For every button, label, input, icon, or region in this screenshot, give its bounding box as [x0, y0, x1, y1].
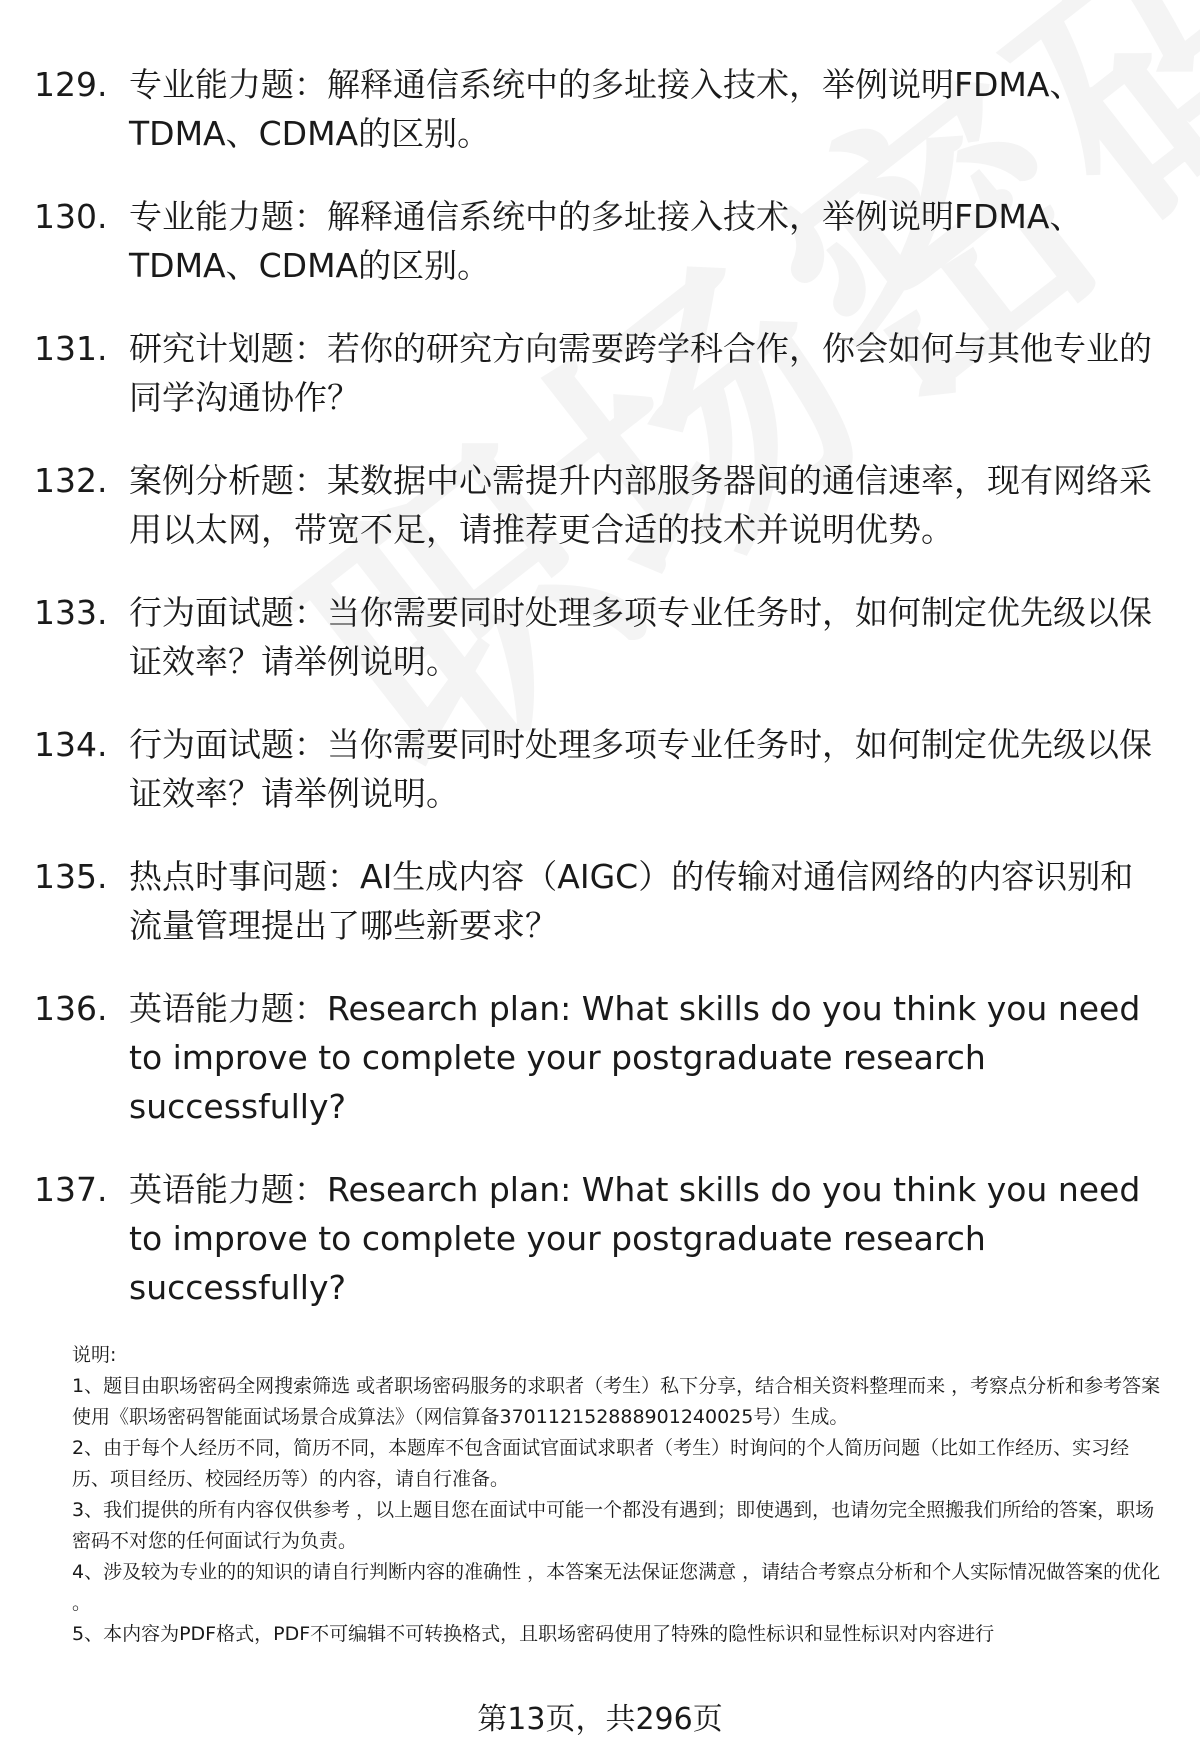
question-item — [34, 1165, 1164, 1312]
question-number: 132. — [34, 461, 108, 500]
question-text: 案例分析题：某数据中心需提升内部服务器间的通信速率，现有网络采用以太网，带宽不足，请推荐更合适的技术并说明优势。 — [129, 461, 1152, 549]
question-number: 137. — [34, 1170, 108, 1209]
question-number: 133. — [34, 593, 108, 632]
question-item — [34, 324, 1164, 422]
question-item — [34, 588, 1164, 686]
question-number: 130. — [34, 197, 108, 236]
note-item: 1、题目由职场密码全网搜索筛选 或者职场密码服务的求职者（考生）私下分享，结合相关资料整理而来 ，考察点分析和参考答案使用《职场密码智能面试场景合成算法》（网信算备370112152888901240025号）生成。 — [72, 1375, 1161, 1428]
question-text: 专业能力题：解释通信系统中的多址接入技术，举例说明FDMA、TDMA、CDMA的区别。 — [129, 197, 1083, 285]
question-text: 研究计划题：若你的研究方向需要跨学科合作，你会如何与其他专业的同学沟通协作？ — [129, 329, 1152, 417]
question-text: 英语能力题：Research plan: What skills do you think you need to improve to complete your postgraduate research successfully? — [129, 1170, 1141, 1307]
notes-section — [72, 1340, 1162, 1650]
note-item: 5、本内容为PDF格式，PDF不可编辑不可转换格式，且职场密码使用了特殊的隐性标识和显性标识对内容进行 — [72, 1623, 995, 1645]
question-item — [34, 720, 1164, 818]
note-item: 4、涉及较为专业的的知识的请自行判断内容的准确性 ，本答案无法保证您满意 ，请结合考察点分析和个人实际情况做答案的优化 。 — [72, 1561, 1161, 1614]
question-item — [34, 852, 1164, 950]
question-item — [34, 60, 1164, 158]
note-item: 2、由于每个人经历不同，简历不同，本题库不包含面试官面试求职者（考生）时询问的个人简历问题（比如工作经历、实习经历、项目经历、校园经历等）的内容，请自行准备。 — [72, 1437, 1130, 1490]
question-text: 英语能力题：Research plan: What skills do you think you need to improve to complete your postgraduate research successfully? — [129, 989, 1141, 1126]
question-item — [34, 984, 1164, 1131]
note-item: 3、我们提供的所有内容仅供参考 ，以上题目您在面试中可能一个都没有遇到；即使遇到，也请勿完全照搬我们所给的答案，职场密码不对您的任何面试行为负责。 — [72, 1499, 1155, 1552]
question-number: 136. — [34, 989, 108, 1028]
question-text: 热点时事问题：AI生成内容（AIGC）的传输对通信网络的内容识别和流量管理提出了哪些新要求？ — [129, 857, 1134, 945]
question-item — [34, 192, 1164, 290]
page-number: 第13页，共296页 — [477, 1702, 723, 1737]
question-number: 134. — [34, 725, 108, 764]
question-text: 专业能力题：解释通信系统中的多址接入技术，举例说明FDMA、TDMA、CDMA的区别。 — [129, 65, 1083, 153]
question-list — [34, 60, 1164, 1346]
question-number: 129. — [34, 65, 108, 104]
question-text: 行为面试题：当你需要同时处理多项专业任务时，如何制定优先级以保证效率？请举例说明。 — [129, 593, 1152, 681]
notes-title: 说明: — [72, 1344, 117, 1366]
question-number: 135. — [34, 857, 108, 896]
question-text: 行为面试题：当你需要同时处理多项专业任务时，如何制定优先级以保证效率？请举例说明。 — [129, 725, 1152, 813]
question-item — [34, 456, 1164, 554]
question-number: 131. — [34, 329, 108, 368]
